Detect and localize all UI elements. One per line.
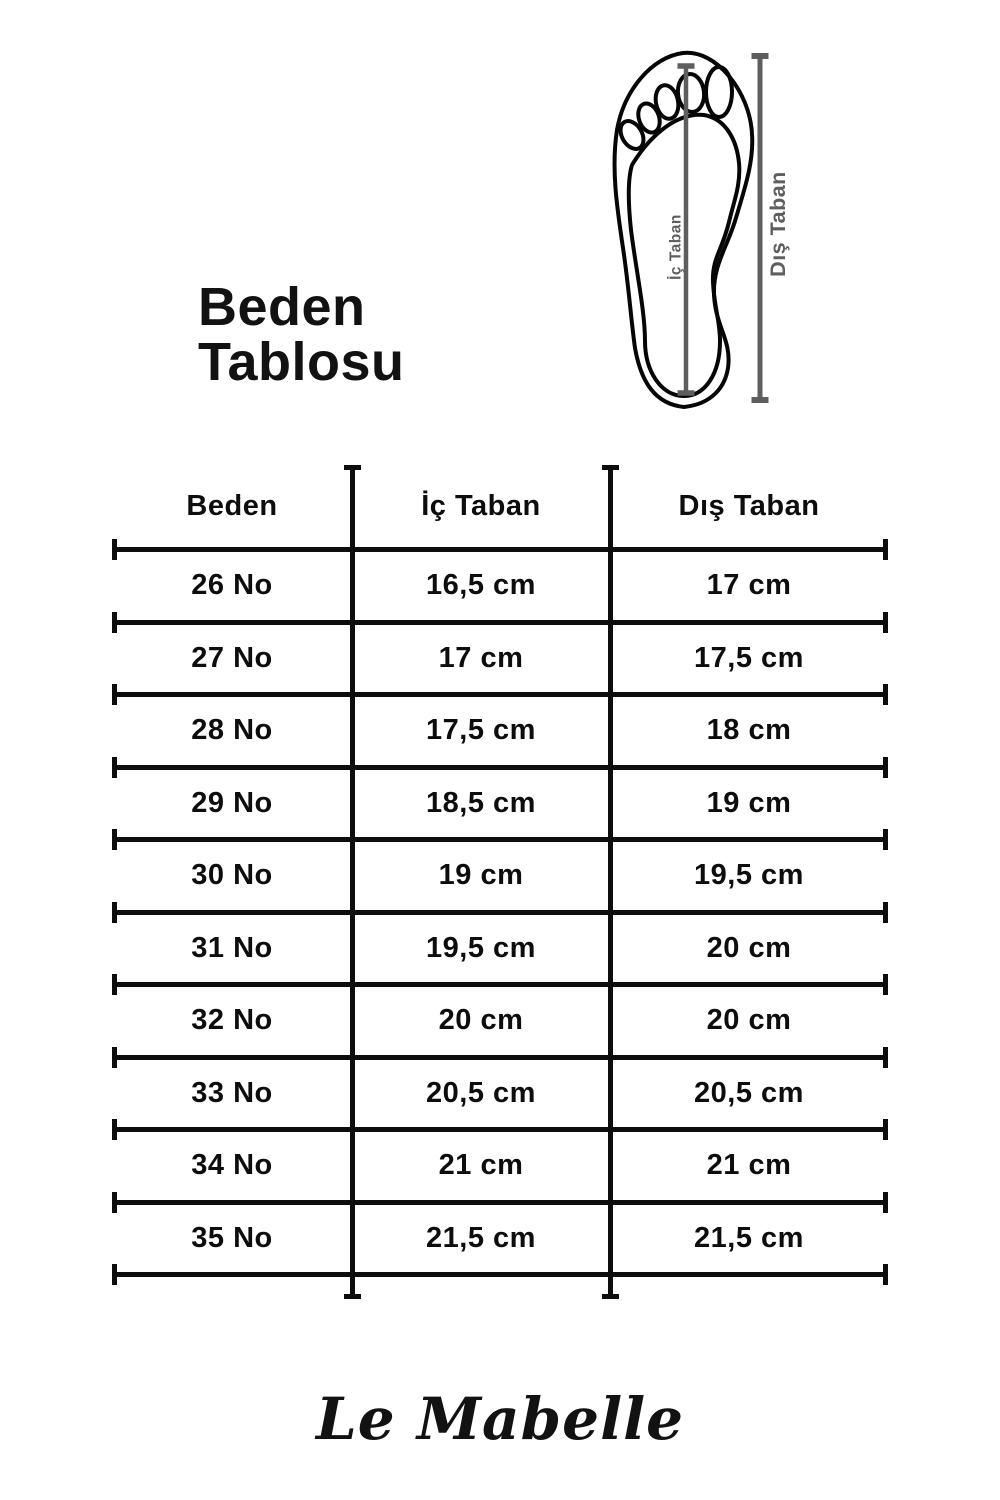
inner-measure-label: İç Taban [667,214,685,280]
cell-inner-sole: 17,5 cm [426,714,536,747]
page-title [198,277,405,392]
cell-outer-sole: 20 cm [706,1004,792,1037]
cell-inner-sole: 19,5 cm [426,931,536,964]
cell-outer-sole: 21 cm [706,1149,792,1182]
cell-size: 32 No [191,1004,273,1037]
cell-outer-sole: 18 cm [706,714,792,747]
cell-size: 28 No [191,714,273,747]
table-divider [112,620,888,625]
cell-size: 31 No [191,931,273,964]
table-divider [112,547,888,552]
cell-outer-sole: 19,5 cm [694,859,804,892]
foot-diagram-svg [600,30,800,420]
column-header-dis-taban: Dış Taban [678,489,820,522]
size-table [112,465,888,1277]
table-divider [112,1272,888,1277]
table-row [112,1132,888,1200]
outer-measure-label: Dış Taban [766,171,790,277]
table-row [112,1205,888,1273]
table-divider [112,765,888,770]
column-header-beden: Beden [186,489,278,522]
cell-size: 27 No [191,641,273,674]
column-header-ic-taban: İç Taban [421,489,541,522]
table-divider [112,982,888,987]
cell-inner-sole: 20,5 cm [426,1076,536,1109]
cell-inner-sole: 19 cm [438,859,524,892]
cell-inner-sole: 21 cm [438,1149,524,1182]
cell-outer-sole: 17 cm [706,569,792,602]
foot-diagram [600,30,800,420]
table-row [112,552,888,620]
cell-size: 26 No [191,569,273,602]
cell-outer-sole: 21,5 cm [694,1221,804,1254]
table-divider [112,1200,888,1205]
cell-size: 34 No [191,1149,273,1182]
table-row [112,697,888,765]
cell-size: 35 No [191,1221,273,1254]
toe-ellipse-big [706,67,732,117]
table-row [112,770,888,838]
cell-outer-sole: 17,5 cm [694,641,804,674]
cell-inner-sole: 17 cm [438,641,524,674]
table-row [112,915,888,983]
table-row [112,987,888,1055]
cell-size: 29 No [191,786,273,819]
page-title-line2: Tablosu [198,332,405,392]
toe-ellipse-second [676,73,706,114]
table-divider [112,910,888,915]
cell-inner-sole: 20 cm [438,1004,524,1037]
table-row [112,842,888,910]
cell-size: 30 No [191,859,273,892]
table-divider [112,837,888,842]
cell-outer-sole: 20,5 cm [694,1076,804,1109]
table-divider [112,1055,888,1060]
page-title-line1: Beden [198,277,366,337]
table-divider [112,692,888,697]
table-row [112,1060,888,1128]
table-header-row [112,465,888,547]
table-divider [112,1127,888,1132]
cell-inner-sole: 21,5 cm [426,1221,536,1254]
table-row [112,625,888,693]
column-divider-2 [608,467,613,1297]
brand-logo: Le Mabelle [315,1385,685,1453]
cell-inner-sole: 18,5 cm [426,786,536,819]
cell-outer-sole: 19 cm [706,786,792,819]
cell-inner-sole: 16,5 cm [426,569,536,602]
cell-size: 33 No [191,1076,273,1109]
cell-outer-sole: 20 cm [706,931,792,964]
column-divider-1 [350,467,355,1297]
toes-group [616,67,732,153]
